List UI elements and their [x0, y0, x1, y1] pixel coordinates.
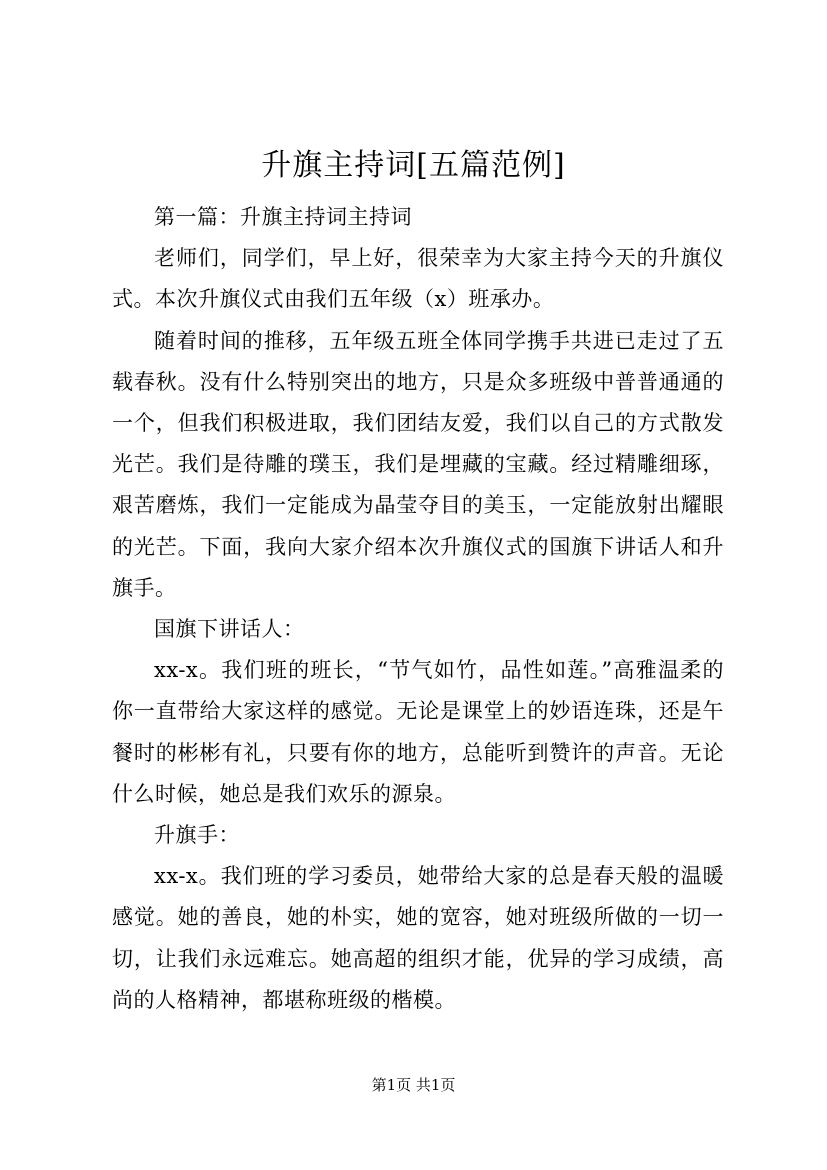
document-body [112, 197, 724, 1021]
page-footer: 第1页 共1页 [371, 1076, 456, 1094]
paragraph-greeting: 老师们，同学们，早上好，很荣幸为大家主持今天的升旗仪式。本次升旗仪式由我们五年级（x）班承办。 [112, 246, 724, 312]
document-title: 升旗主持词[五篇范例] [261, 148, 566, 183]
paragraph-flag-raiser: xx-x。我们班的学习委员，她带给大家的总是春天般的温暖感觉。她的善良，她的朴实，她的宽容，她对班级所做的一切一切，让我们永远难忘。她高超的组织才能，优异的学习成绩，高尚的人格精神，都堪称班级的楷模。 [112, 864, 724, 1012]
paragraph-speaker: xx-x。我们班的班长，“节气如竹，品性如莲。”高雅温柔的你一直带给大家这样的感觉。无论是课堂上的妙语连珠，还是午餐时的彬彬有礼，只要有你的地方，总能听到赞许的声音。无论什么时候，她总是我们欢乐的源泉。 [112, 658, 724, 806]
section-heading: 第一篇：升旗主持词主持词 [154, 205, 412, 229]
flag-raiser-heading: 升旗手： [154, 823, 240, 848]
paragraph-class-intro: 随着时间的推移，五年级五班全体同学携手共进已走过了五载春秋。没有什么特别突出的地方，只是众多班级中普普通通的一个，但我们积极进取，我们团结友爱，我们以自己的方式散发光芒。我们是待雕的璞玉，我们是埋藏的宝藏。经过精雕细琢，艰苦磨炼，我们一定能成为晶莹夺目的美玉，一定能放射出耀眼的光芒。下面，我向大家介绍本次升旗仪式的国旗下讲话人和升旗手。 [112, 328, 724, 600]
speaker-heading: 国旗下讲话人： [154, 617, 305, 642]
